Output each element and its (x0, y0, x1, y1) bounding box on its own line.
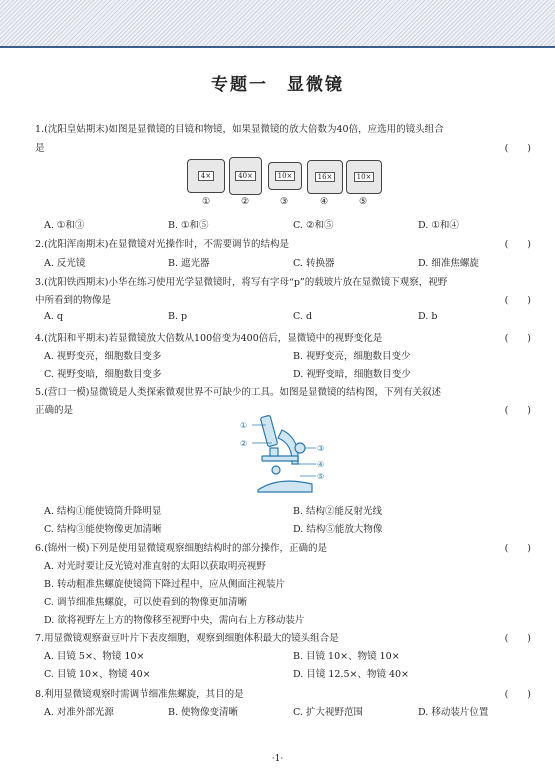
lens-3-label: 10× (275, 171, 296, 181)
microscope-label-4: ④ (317, 460, 325, 469)
q5-answer-paren: ( ) (504, 405, 531, 416)
page-number: ·1· (271, 754, 284, 764)
q8-option-b: B. 使物像变清晰 (168, 707, 239, 718)
lens-5 (346, 160, 382, 194)
q1-text: 1.(沈阳皇姑期末)如图是显微镜的目镜和物镜，如果显微镜的放大倍数为40倍，应选用的镜头组合 (35, 124, 444, 135)
q8-option-d: D. 移动装片位置 (418, 707, 489, 718)
microscope-label-3: ③ (317, 444, 325, 453)
q7-option-a: A. 目镜 5×、物镜 10× (44, 651, 145, 662)
q5-option-c: C. 结构③能使物像更加清晰 (44, 524, 162, 535)
q6-answer-paren: ( ) (504, 543, 531, 554)
q1-option-c: C. ②和⑤ (293, 220, 334, 231)
mirror (272, 466, 280, 474)
lens-1-number: ① (202, 197, 211, 207)
lens-2-number: ② (241, 197, 250, 207)
q5-option-a: A. 结构①能使镜筒升降明显 (44, 506, 162, 517)
lens-2 (229, 157, 262, 195)
lens-1 (187, 159, 225, 193)
q2-option-a: A. 反光镜 (44, 258, 86, 269)
base (258, 481, 312, 492)
lens-2-label: 40× (235, 171, 256, 181)
q4-option-c: C. 视野变暗，细胞数目变多 (44, 369, 162, 380)
q3-text-cont: 中所看到的物像是 (35, 295, 112, 306)
q4-option-a: A. 视野变亮，细胞数目变多 (44, 351, 162, 362)
q7-option-d: D. 目镜 12.5×、物镜 40× (293, 669, 410, 680)
q2-option-c: C. 转换器 (293, 258, 335, 269)
microscope-label-5: ⑤ (317, 472, 325, 481)
microscope-diagram (238, 412, 330, 496)
lens-3 (268, 162, 302, 190)
lens-5-label: 10× (354, 172, 375, 182)
q3-option-a: A. q (44, 311, 63, 322)
q5-text-cont: 正确的是 (35, 405, 74, 416)
q6-text: 6.(锦州一模)下列是使用显微镜观察细胞结构时的部分操作，正确的是 (35, 543, 327, 554)
q2-option-b: B. 遮光器 (168, 258, 210, 269)
q3-answer-paren: ( ) (504, 295, 531, 306)
objective (270, 448, 278, 456)
microscope-label-1: ① (240, 421, 248, 430)
q7-option-c: C. 目镜 10×、物镜 40× (44, 669, 151, 680)
q7-text: 7.用显微镜观察蚕豆叶片下表皮细胞，观察到细胞体积最大的镜头组合是 (35, 633, 339, 644)
q3-text: 3.(沈阳铁西期末)小华在练习使用光学显微镜时，将写有字母“p”的载玻片放在显微镜下观察，视野 (35, 277, 448, 288)
lens-4-label: 16× (315, 172, 336, 182)
q3-option-c: C. d (293, 311, 313, 322)
q6-option-c: C. 调节细准焦螺旋，可以使看到的物像更加清晰 (44, 597, 247, 608)
page-title: 专题一 显微镜 (211, 75, 344, 95)
q7-option-b: B. 目镜 10×、物镜 10× (293, 651, 400, 662)
q4-text: 4.(沈阳和平期末)若显微镜放大倍数从100倍变为400倍后，显微镜中的视野变化是 (35, 333, 383, 344)
q1-answer-paren: ( ) (504, 143, 531, 154)
lens-3-number: ③ (280, 197, 289, 207)
q4-option-d: D. 视野变暗，细胞数目变少 (293, 369, 411, 380)
q1-text-cont: 是 (35, 143, 45, 154)
q8-option-a: A. 对准外部光源 (44, 707, 114, 718)
q3-option-d: D. b (418, 311, 438, 322)
header-rule (0, 46, 555, 48)
lens-5-number: ⑤ (359, 197, 368, 207)
lens-4-number: ④ (320, 197, 329, 207)
coarse-knob (295, 443, 305, 453)
q2-option-d: D. 细准焦螺旋 (418, 258, 479, 269)
q2-text: 2.(沈阳浑南期末)在显微镜对光操作时，不需要调节的结构是 (35, 239, 289, 250)
q3-option-b: B. p (168, 311, 188, 322)
q7-answer-paren: ( ) (504, 633, 531, 644)
eyepiece-tube (260, 415, 277, 447)
lens-1-label: 4× (198, 171, 214, 181)
q1-option-d: D. ①和④ (418, 220, 459, 231)
stage (262, 456, 298, 461)
header-band (0, 0, 555, 48)
q8-option-c: C. 扩大视野范围 (293, 707, 363, 718)
q5-text: 5.(营口一模)显微镜是人类探索微观世界不可缺少的工具。如图是显微镜的结构图，下列有关叙述 (35, 387, 441, 398)
q1-option-a: A. ①和③ (44, 220, 85, 231)
microscope-label-2: ② (240, 439, 248, 448)
q4-answer-paren: ( ) (504, 333, 531, 344)
q4-option-b: B. 视野变亮，细胞数目变少 (293, 351, 411, 362)
q6-option-b: B. 转动粗准焦螺旋使镜筒下降过程中，应从侧面注视装片 (44, 579, 286, 590)
q2-answer-paren: ( ) (504, 239, 531, 250)
q8-text: 8.利用显微镜观察时需调节细准焦螺旋，其目的是 (35, 689, 244, 700)
q6-option-d: D. 欲将视野左上方的物像移至视野中央，需向右上方移动装片 (44, 615, 305, 626)
lens-4 (307, 160, 343, 194)
q8-answer-paren: ( ) (504, 689, 531, 700)
q6-option-a: A. 对光时要让反光镜对准直射的太阳以获取明亮视野 (44, 561, 266, 572)
q1-option-b: B. ①和⑤ (168, 220, 209, 231)
q5-option-d: D. 结构⑤能放大物像 (293, 524, 383, 535)
q5-option-b: B. 结构②能反射光线 (293, 506, 383, 517)
